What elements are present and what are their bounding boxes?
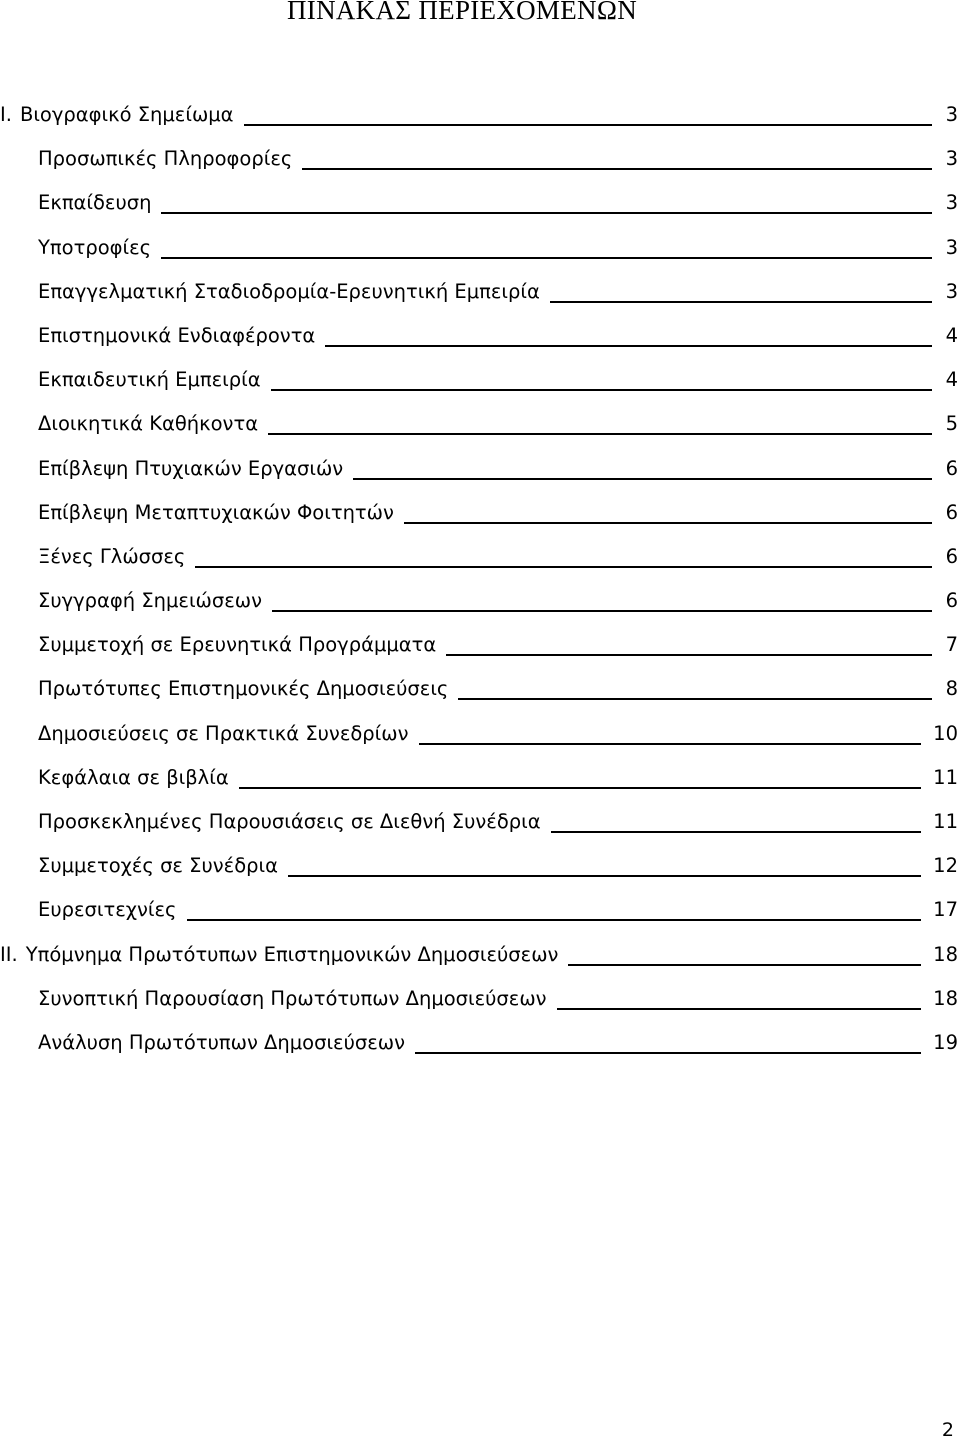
- toc-entry-page: 8: [945, 677, 958, 701]
- toc-entry-page: 11: [933, 810, 958, 833]
- toc-entry-page: 6: [945, 589, 958, 613]
- toc-entry[interactable]: [0, 671, 960, 715]
- toc-entry-page: 3: [945, 191, 958, 215]
- toc-leader-line: [446, 627, 932, 656]
- toc-leader-line: [415, 1025, 921, 1054]
- toc-entry-number: II.: [0, 942, 18, 966]
- toc-entry-label: Κεφάλαια σε βιβλία: [38, 765, 229, 789]
- toc-entry-label: Επίβλεψη Μεταπτυχιακών Φοιτητών: [38, 500, 394, 524]
- toc-entry-label: Υπόμνημα Πρωτότυπων Επιστημονικών Δημοσιεύσεων: [25, 942, 559, 966]
- toc-entry-label: Υποτροφίες: [38, 235, 152, 259]
- toc-entry-label: Επιστημονικά Ενδιαφέροντα: [38, 323, 316, 347]
- toc-entry-label: Συμμετοχές σε Συνέδρια: [38, 854, 278, 878]
- toc-leader-line: [161, 230, 932, 259]
- toc-entry-number: I.: [0, 103, 12, 126]
- toc-entry-label: Επαγγελματική Σταδιοδρομία-Ερευνητική Εμπειρία: [38, 279, 540, 303]
- toc-entry-page: 12: [933, 854, 958, 878]
- toc-leader-line: [288, 848, 921, 877]
- toc-leader-line: [268, 406, 932, 435]
- toc-entry[interactable]: [0, 981, 960, 1025]
- toc-entry-label: Βιογραφικό Σημείωμα: [19, 103, 234, 126]
- toc-entry-label: Προσωπικές Πληροφορίες: [38, 147, 293, 171]
- toc-entry-label: Συνοπτική Παρουσίαση Πρωτότυπων Δημοσιεύσεων: [38, 986, 547, 1010]
- toc-leader-line: [239, 760, 922, 789]
- toc-entry-page: 6: [945, 500, 958, 524]
- toc-entry[interactable]: [0, 760, 960, 804]
- toc-leader-line: [271, 362, 932, 391]
- toc-leader-line: [568, 937, 921, 966]
- toc-entry-page: 7: [945, 633, 958, 657]
- toc-entry-label: Διοικητικά Καθήκοντα: [38, 412, 259, 436]
- toc-entry-page: 3: [945, 235, 958, 259]
- toc-entry[interactable]: [0, 318, 960, 362]
- toc-leader-line: [550, 274, 932, 303]
- toc-entry-page: 5: [945, 412, 958, 436]
- table-of-contents: [0, 97, 960, 1069]
- toc-entry[interactable]: [0, 141, 960, 185]
- toc-entry[interactable]: [0, 495, 960, 539]
- toc-entry[interactable]: [0, 97, 960, 141]
- toc-entry[interactable]: [0, 583, 960, 627]
- page-number: 2: [941, 1419, 954, 1441]
- toc-entry[interactable]: [0, 1025, 960, 1069]
- toc-entry-label: Πρωτότυπες Επιστημονικές Δημοσιεύσεις: [38, 677, 449, 701]
- toc-entry[interactable]: [0, 804, 960, 848]
- toc-entry-label: Επίβλεψη Πτυχιακών Εργασιών: [38, 456, 344, 480]
- toc-leader-line: [557, 981, 922, 1010]
- toc-entry-label: Εκπαίδευση: [38, 191, 152, 215]
- toc-entry-label: Ευρεσιτεχνίες: [38, 898, 177, 922]
- toc-entry-label: Συγγραφή Σημειώσεων: [38, 589, 263, 613]
- toc-leader-line: [325, 318, 932, 347]
- toc-leader-line: [244, 97, 932, 126]
- toc-entry-label: Ξένες Γλώσσες: [38, 544, 186, 568]
- toc-entry[interactable]: [0, 451, 960, 495]
- toc-entry-page: 17: [933, 898, 958, 922]
- toc-leader-line: [187, 892, 922, 921]
- toc-leader-line: [353, 451, 932, 480]
- toc-entry-label: Συμμετοχή σε Ερευνητικά Προγράμματα: [38, 633, 437, 657]
- toc-entry-page: 4: [945, 368, 958, 392]
- toc-entry-page: 6: [945, 456, 958, 480]
- toc-entry[interactable]: [0, 848, 960, 892]
- toc-leader-line: [404, 495, 932, 524]
- toc-entry[interactable]: [0, 539, 960, 583]
- toc-entry-page: 3: [945, 147, 958, 171]
- toc-leader-line: [272, 583, 932, 612]
- toc-entry[interactable]: [0, 937, 960, 981]
- toc-leader-line: [195, 539, 932, 568]
- toc-leader-line: [161, 185, 932, 214]
- toc-entry-page: 18: [933, 986, 958, 1010]
- toc-entry-label: Προσκεκλημένες Παρουσιάσεις σε Διεθνή Συνέδρια: [38, 810, 541, 833]
- page-title: ΠΙΝΑΚΑΣ ΠΕΡΙΕΧΟΜΕΝΩΝ: [287, 0, 637, 25]
- toc-entry[interactable]: [0, 406, 960, 450]
- toc-entry-page: 3: [945, 279, 958, 303]
- toc-entry-page: 3: [945, 103, 958, 126]
- toc-entry-page: 10: [933, 721, 958, 745]
- toc-entry[interactable]: [0, 230, 960, 274]
- toc-entry-label: Εκπαιδευτική Εμπειρία: [38, 368, 261, 392]
- toc-entry-label: Ανάλυση Πρωτότυπων Δημοσιεύσεων: [38, 1030, 405, 1054]
- toc-entry-page: 19: [933, 1030, 958, 1054]
- toc-leader-line: [302, 141, 932, 170]
- toc-entry-page: 18: [933, 942, 958, 966]
- toc-entry-label: Δημοσιεύσεις σε Πρακτικά Συνεδρίων: [38, 721, 409, 745]
- toc-leader-line: [551, 804, 922, 833]
- toc-entry[interactable]: [0, 185, 960, 229]
- toc-entry[interactable]: [0, 892, 960, 936]
- toc-leader-line: [419, 716, 922, 745]
- toc-entry-page: 11: [933, 765, 958, 789]
- toc-entry[interactable]: [0, 274, 960, 318]
- toc-entry[interactable]: [0, 362, 960, 406]
- toc-entry-page: 6: [945, 544, 958, 568]
- toc-entry-page: 4: [945, 323, 958, 347]
- toc-entry[interactable]: [0, 716, 960, 760]
- toc-entry[interactable]: [0, 627, 960, 671]
- toc-leader-line: [458, 671, 932, 700]
